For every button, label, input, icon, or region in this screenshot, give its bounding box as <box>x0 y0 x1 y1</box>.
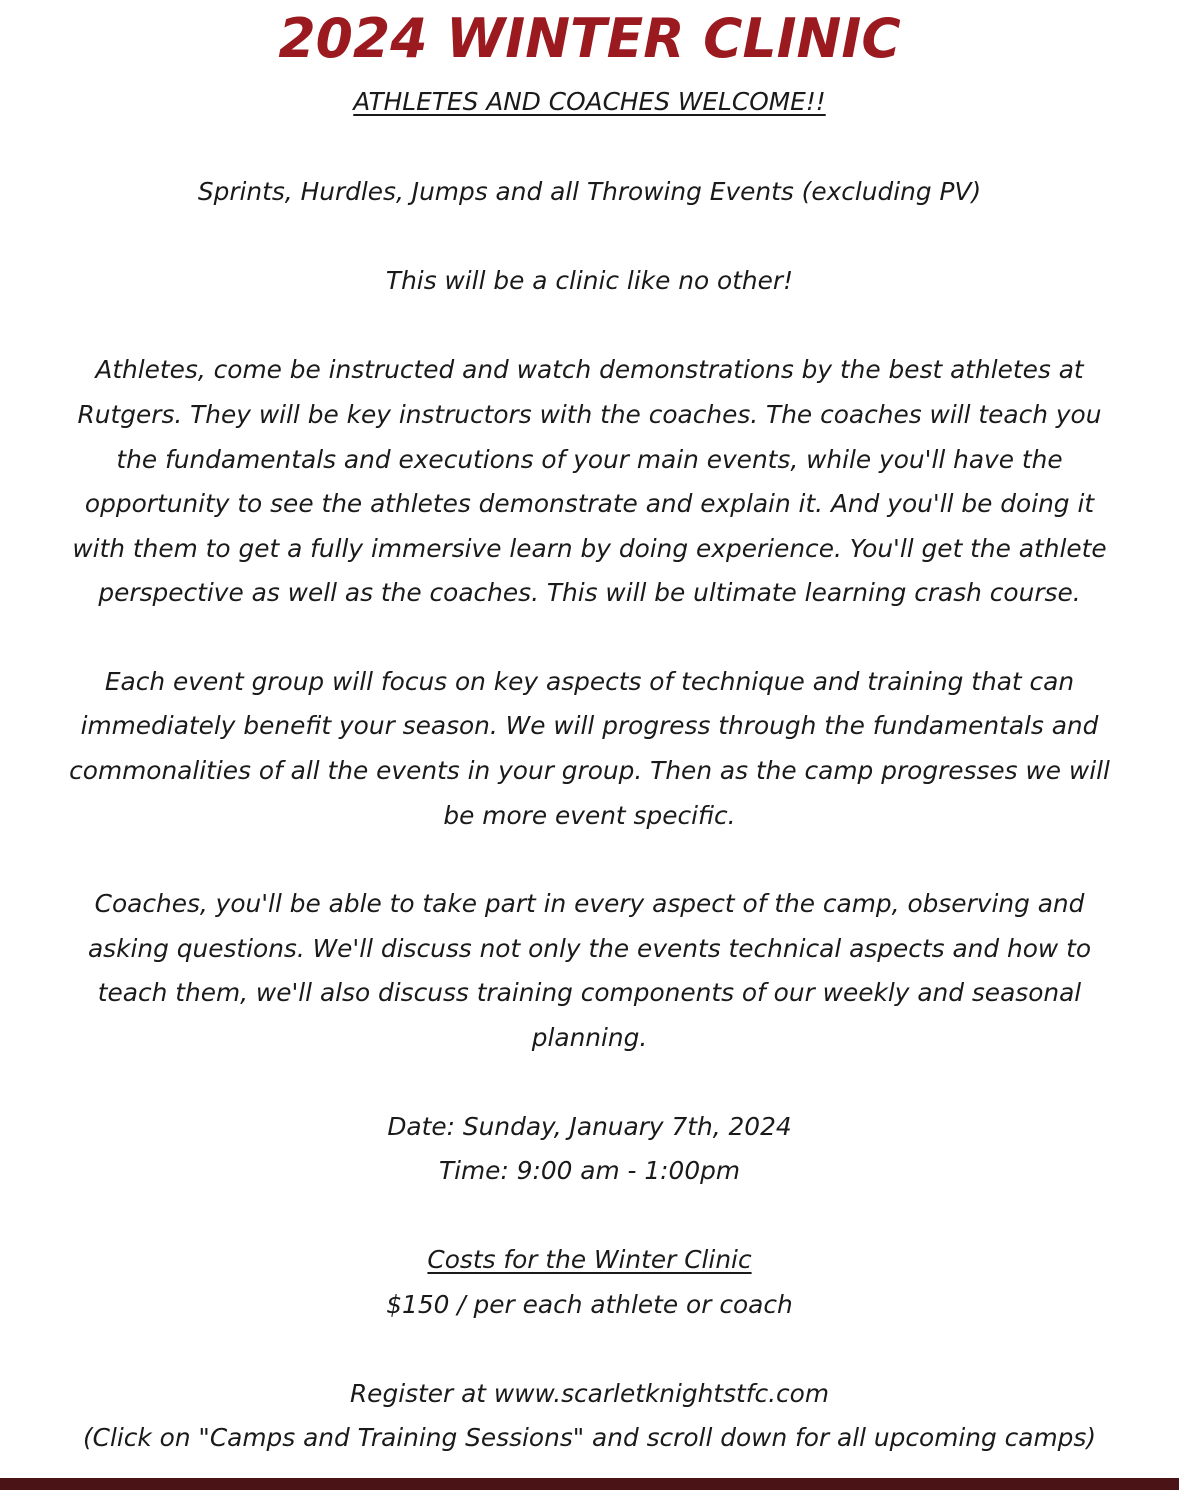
paragraph-line: commonalities of all the events in your group. Then as the camp progresses we will <box>69 756 1110 785</box>
cost-value: $150 / per each athlete or coach <box>386 1290 793 1319</box>
footer-bar <box>0 1478 1179 1490</box>
paragraph-line: Each event group will focus on key aspects of technique and training that can <box>104 667 1075 696</box>
paragraph-line: asking questions. We'll discuss not only the events technical aspects and how to <box>87 934 1092 963</box>
paragraph-line: Athletes, come be instructed and watch demonstrations by the best athletes at <box>95 355 1084 384</box>
events-line: Sprints, Hurdles, Jumps and all Throwing Events (excluding PV) <box>197 177 982 206</box>
paragraph-line: perspective as well as the coaches. This will be ultimate learning crash course. <box>98 578 1081 607</box>
subtitle: ATHLETES AND COACHES WELCOME!! <box>353 87 826 116</box>
paragraph-line: with them to get a fully immersive learn by doing experience. You'll get the athlete <box>72 534 1107 563</box>
paragraph-line: opportunity to see the athletes demonstrate and explain it. And you'll be doing it <box>84 489 1095 518</box>
paragraph-line: be more event specific. <box>443 801 736 830</box>
paragraph-line: the fundamentals and executions of your main events, while you'll have the <box>116 445 1063 474</box>
register-line: Register at www.scarletknightstfc.com <box>349 1379 830 1408</box>
paragraph-line: Coaches, you'll be able to take part in every aspect of the camp, observing and <box>94 889 1085 918</box>
paragraph-line: teach them, we'll also discuss training components of our weekly and seasonal <box>97 978 1082 1007</box>
event-date: Date: Sunday, January 7th, 2024 <box>387 1112 792 1141</box>
event-time: Time: 9:00 am - 1:00pm <box>438 1156 741 1185</box>
paragraph-line: Rutgers. They will be key instructors with the coaches. The coaches will teach you <box>77 400 1102 429</box>
paragraph-line: planning. <box>531 1023 648 1052</box>
paragraph-line: immediately benefit your season. We will progress through the fundamentals and <box>80 711 1099 740</box>
page-title: 2024 WINTER CLINIC <box>278 7 901 70</box>
tagline: This will be a clinic like no other! <box>385 266 794 295</box>
costs-heading: Costs for the Winter Clinic <box>427 1245 752 1274</box>
register-note: (Click on "Camps and Training Sessions" and scroll down for all upcoming camps) <box>82 1423 1097 1452</box>
